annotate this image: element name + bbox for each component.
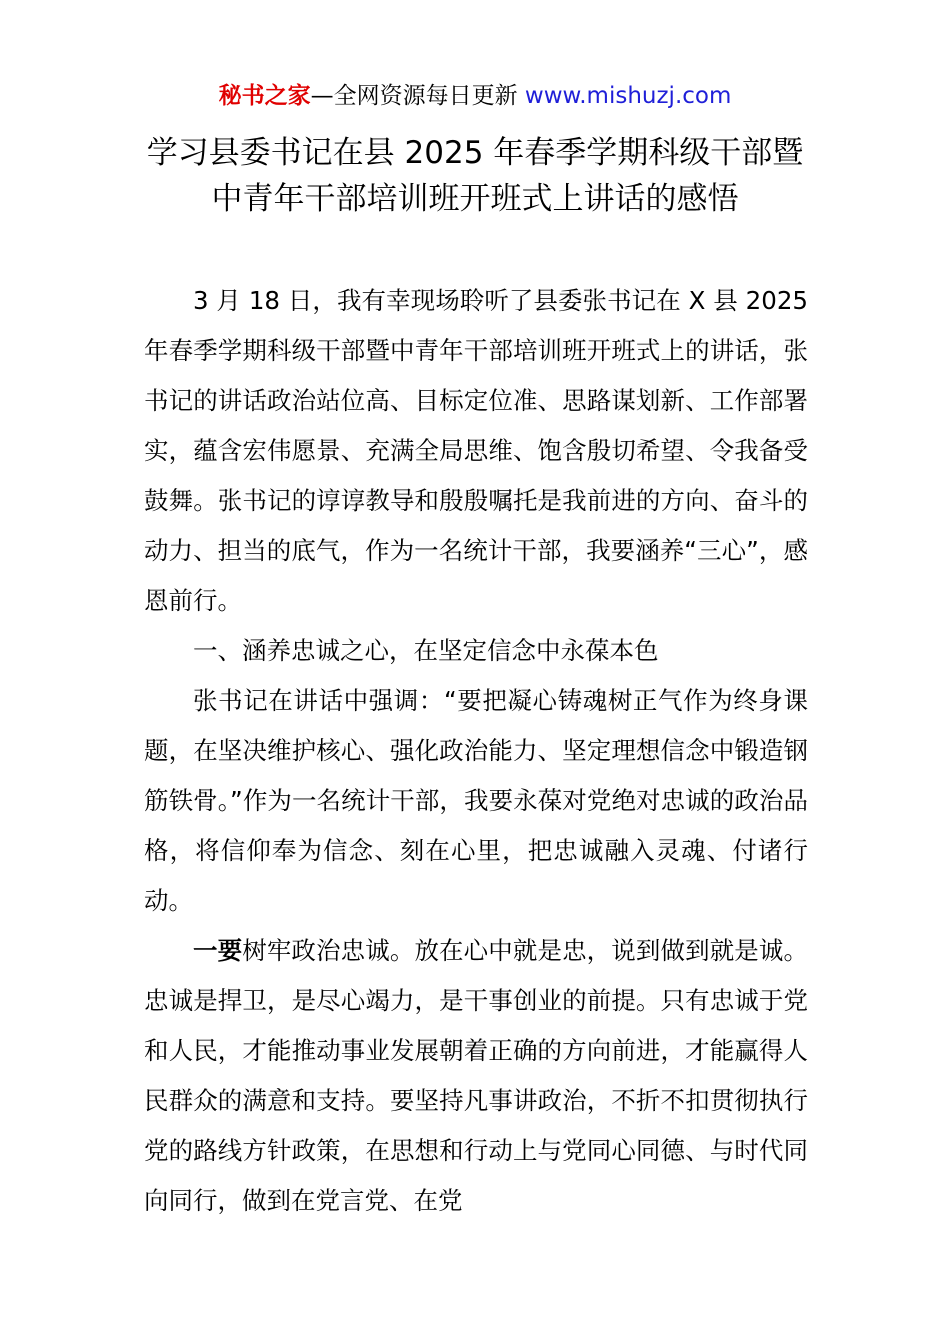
title-line-1: 学习县委书记在县 2025 年春季学期科级干部暨 [146, 135, 804, 171]
document-body [144, 276, 808, 1226]
point-lead: 一要 [193, 936, 243, 965]
paragraph-point-1 [144, 926, 808, 1226]
paragraph-quote: 张书记在讲话中强调：“要把凝心铸魂树正气作为终身课题，在坚决维护核心、强化政治能力、坚定理想信念中锻造钢筋铁骨。”作为一名统计干部，我要永葆对党绝对忠诚的政治品格，将信仰奉为信念、刻在心里，把忠诚融入灵魂、付诸行动。 [144, 686, 808, 915]
title-line-2: 中青年干部培训班开班式上讲话的感悟 [211, 181, 739, 217]
point-text: 树牢政治忠诚。放在心中就是忠，说到做到就是诚。忠诚是捍卫，是尽心竭力，是干事创业的前提。只有忠诚于党和人民，才能推动事业发展朝着正确的方向前进，才能赢得人民群众的满意和支持。要坚持凡事讲政治，不折不扣贯彻执行党的路线方针政策，在思想和行动上与党同心同德、与时代同向同行，做到在党言党、在党 [144, 936, 809, 1215]
paragraph-intro: 3 月 18 日，我有幸现场聆听了县委张书记在 X 县 2025 年春季学期科级干部暨中青年干部培训班开班式上的讲话，张书记的讲话政治站位高、目标定位准、思路谋划新、工作部署实，蕴含宏伟愿景、充满全局思维、饱含殷切希望、令我备受鼓舞。张书记的谆谆教导和殷殷嘱托是我前进的方向、奋斗的动力、担当的底气，作为一名统计干部，我要涵养“三心”，感恩前行。 [144, 286, 808, 615]
site-slogan: —全网资源每日更新 [310, 83, 518, 109]
section-heading-1: 一、涵养忠诚之心，在坚定信念中永葆本色 [193, 636, 659, 665]
site-url-link[interactable]: www.mishuzj.com [524, 83, 732, 109]
site-name: 秘书之家 [218, 83, 311, 109]
site-header [0, 80, 950, 112]
document-title [0, 130, 950, 222]
